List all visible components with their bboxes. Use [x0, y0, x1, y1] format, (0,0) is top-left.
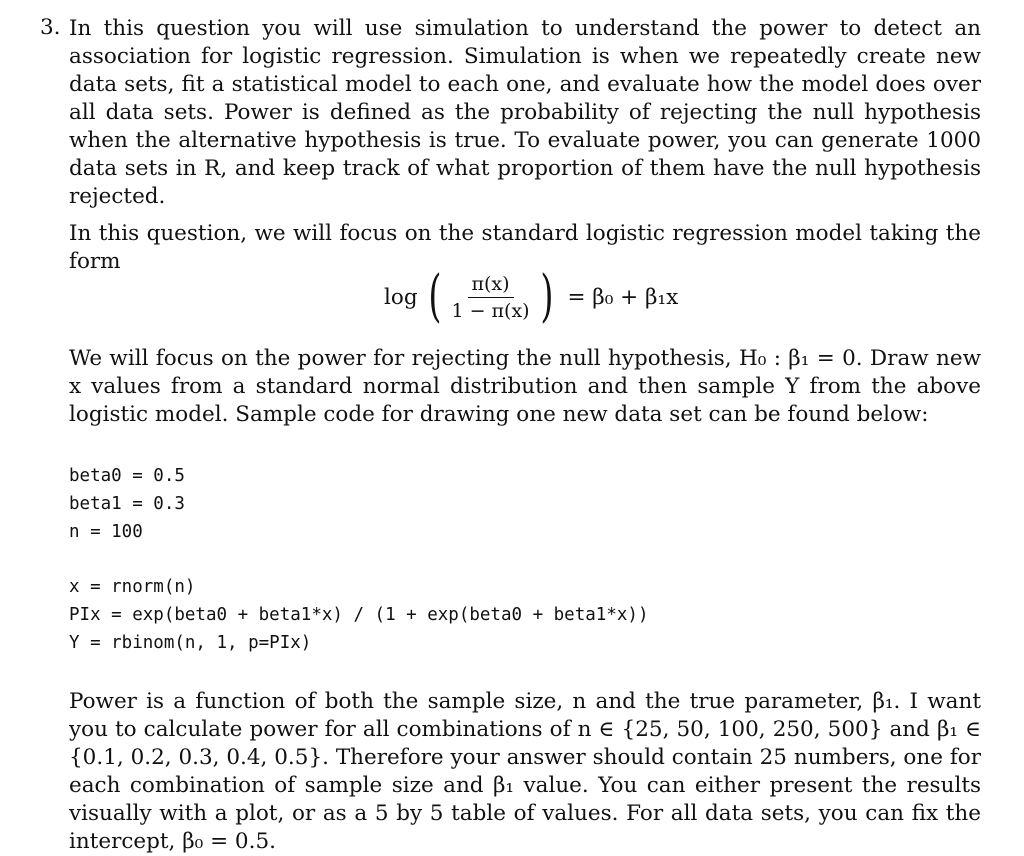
- equation-fraction: [447, 273, 533, 322]
- equation-rhs: = β₀ + β₁x: [567, 284, 679, 310]
- logistic-equation: [384, 262, 678, 332]
- equation-log: log: [384, 284, 418, 310]
- code-line: x = rnorm(n): [69, 577, 196, 597]
- equation-numerator: π(x): [468, 273, 514, 298]
- question-number: 3.: [40, 15, 61, 40]
- code-line: PIx = exp(beta0 + beta1*x) / (1 + exp(beta0 + beta1*x)): [69, 605, 649, 625]
- code-block-simulation: [69, 573, 648, 657]
- right-paren: ): [539, 264, 554, 329]
- code-line: beta0 = 0.5: [69, 466, 185, 486]
- null-hypothesis-paragraph: We will focus on the power for rejecting the null hypothesis, H₀ : β₁ = 0. Draw new x values from a standard normal distribution and then sample Y from the above logistic model. Sample code for drawing one new data set can be found below:: [69, 346, 981, 427]
- code-line: n = 100: [69, 522, 143, 542]
- left-paren: (: [427, 264, 442, 329]
- equation-denominator: 1 − π(x): [451, 299, 530, 322]
- model-intro-paragraph: In this question, we will focus on the standard logistic regression model taking the form: [69, 221, 981, 274]
- code-line: beta1 = 0.3: [69, 494, 185, 514]
- code-line: Y = rbinom(n, 1, p=PIx): [69, 633, 312, 653]
- intro-paragraph: In this question you will use simulation to understand the power to detect an association for logistic regression. Simulation is when we repeatedly create new data sets, fit a statistical model to each one, and evaluate how the model does over all data sets. Power is defined as the probability of rejecting the null hypothesis when the alternative hypothesis is true. To evaluate power, you can generate 1000 data sets in R, and keep track of what proportion of them have the null hypothesis rejected.: [69, 16, 981, 209]
- code-block-parameters: [69, 462, 185, 546]
- power-paragraph: Power is a function of both the sample size, n and the true parameter, β₁. I want you to calculate power for all combinations of n ∈ {25, 50, 100, 250, 500} and β₁ ∈ {0.1, 0.2, 0.3, 0.4, 0.5}. Therefore your answer should contain 25 numbers, one for each combination of sample size and β₁ value. You can either present the results visually with a plot, or as a 5 by 5 table of values. For all data sets, you can fix the intercept, β₀ = 0.5.: [69, 689, 981, 854]
